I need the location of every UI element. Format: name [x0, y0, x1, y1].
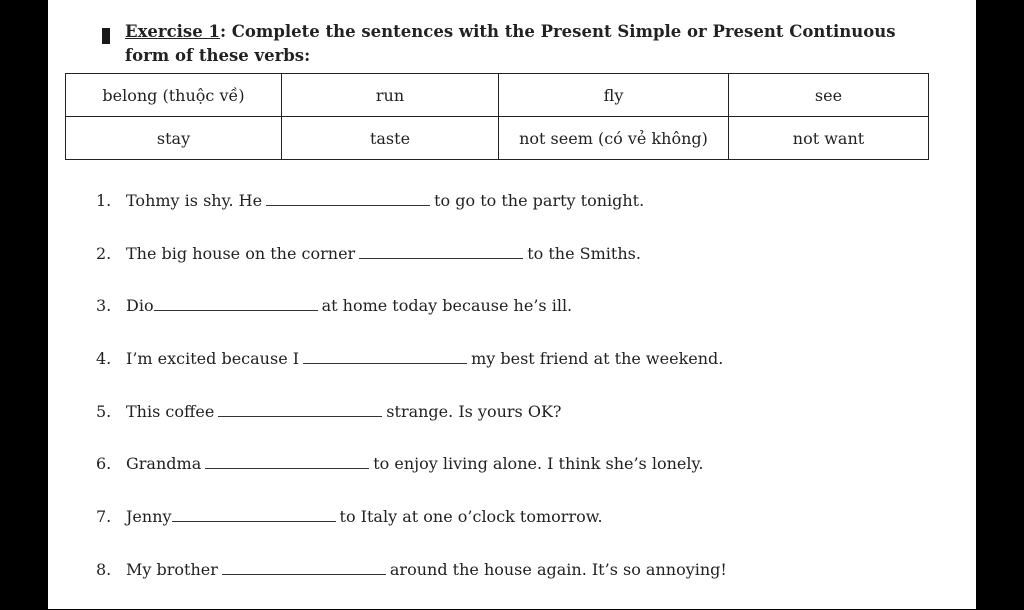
verb-table-row [66, 117, 929, 160]
verb-table [65, 73, 929, 160]
sentence-number: 4. [96, 349, 112, 369]
verb-table-row [66, 74, 929, 117]
sentence-before: I’m excited because I [126, 349, 300, 369]
verb-cell: stay [66, 117, 282, 160]
exercise-label: Exercise 1 [125, 22, 220, 41]
exercise-instruction-line2: form of these verbs: [125, 46, 311, 65]
sentence-after: to enjoy living alone. I think she’s lonely. [373, 454, 704, 474]
sentence-after: strange. Is yours OK? [386, 401, 562, 421]
sentence-number: 3. [96, 296, 112, 316]
sentence-before: Jenny [126, 507, 172, 527]
list-item [96, 293, 956, 346]
sentence-before: Grandma [126, 454, 202, 474]
sentence-before: My brother [126, 559, 218, 579]
sentence-number: 7. [96, 507, 112, 527]
list-item [96, 399, 956, 452]
list-item [96, 451, 956, 504]
sentence-list [96, 188, 956, 610]
list-item [96, 346, 956, 399]
sentence-after: at home today because he’s ill. [321, 296, 573, 316]
answer-blank[interactable] [359, 246, 523, 259]
sentence-number: 1. [96, 191, 112, 210]
answer-blank[interactable] [266, 193, 430, 206]
sentence-number: 2. [96, 243, 112, 263]
sentence-before: The big house on the corner [126, 243, 356, 263]
verb-cell: taste [282, 117, 499, 160]
sentence-number: 5. [96, 401, 112, 421]
verb-cell: not seem (có vẻ không) [499, 117, 729, 160]
exercise-instruction-line1: : Complete the sentences with the Present Simple or Present Continuous [219, 22, 896, 41]
answer-blank[interactable] [205, 456, 369, 469]
answer-blank[interactable] [154, 298, 318, 311]
sentence-after: around the house again. It’s so annoying! [389, 559, 727, 579]
sentence-before: Tohmy is shy. He [126, 191, 263, 210]
list-item [96, 557, 956, 610]
sentence-after: to Italy at one o’clock tomorrow. [339, 507, 603, 527]
worksheet-page [48, 0, 976, 609]
sentence-after: to go to the party tonight. [434, 191, 645, 210]
answer-blank[interactable] [218, 404, 382, 417]
sentence-before: Dio [126, 296, 154, 316]
verb-cell: not want [729, 117, 929, 160]
sentence-number: 6. [96, 454, 112, 474]
sentence-after: to the Smiths. [527, 243, 641, 263]
list-item [96, 504, 956, 557]
list-item [96, 188, 956, 241]
verb-cell: belong (thuộc về) [66, 74, 282, 117]
answer-blank[interactable] [172, 509, 336, 522]
sentence-before: This coffee [126, 401, 215, 421]
list-item [96, 241, 956, 294]
answer-blank[interactable] [303, 351, 467, 364]
verb-cell: run [282, 74, 499, 117]
verb-cell: fly [499, 74, 729, 117]
answer-blank[interactable] [222, 562, 386, 575]
exercise-title [125, 18, 940, 45]
sentence-number: 8. [96, 559, 112, 579]
sentence-after: my best friend at the weekend. [471, 349, 724, 369]
exercise-header [100, 18, 940, 66]
verb-cell: see [729, 74, 929, 117]
